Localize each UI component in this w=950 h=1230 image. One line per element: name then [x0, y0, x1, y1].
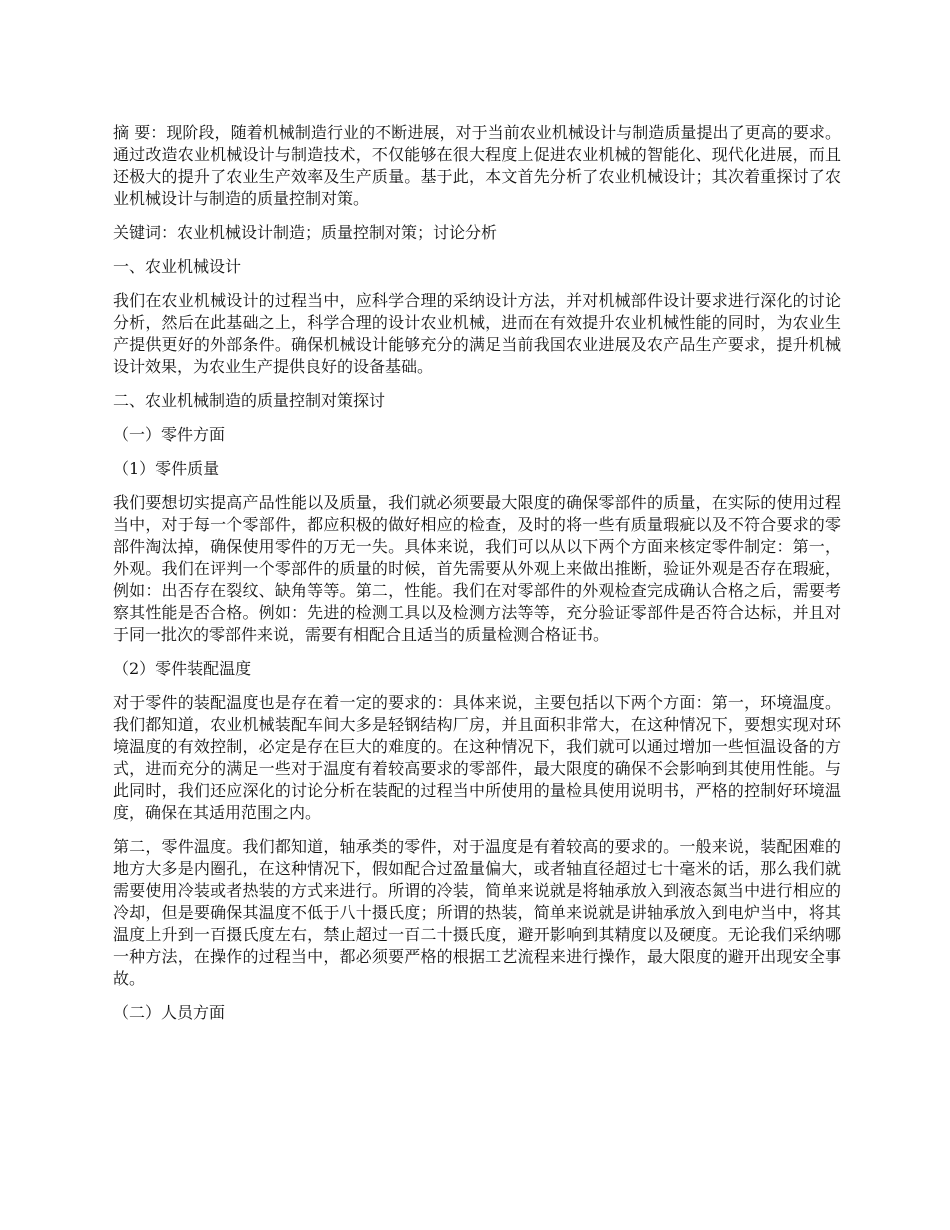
document-page [113, 122, 841, 1036]
keywords-line: 关键词：农业机械设计制造；质量控制对策；讨论分析 [113, 223, 498, 242]
section-heading-agri-machine-design: 一、农业机械设计 [113, 257, 242, 276]
body-paragraph: 对于零件的装配温度也是存在着一定的要求的：具体来说，主要包括以下两个方面：第一，环境温度。我们都知道，农业机械装配车间大多是轻钢结构厂房，并且面积非常大，在这种情况下，要想实现对环境温度的有效控制，必定是存在巨大的难度的。在这种情况下，我们就可以通过增加一些恒温设备的方式，进而充分的满足一些对于温度有着较高要求的零部件，最大限度的确保不会影响到其使用性能。与此同时，我们还应深化的讨论分析在装配的过程当中所使用的量检具使用说明书，严格的控制好环境温度，确保在其适用范围之内。 [113, 693, 841, 822]
subheading-part-quality: （1）零件质量 [113, 459, 220, 478]
abstract-paragraph: 摘 要：现阶段，随着机械制造行业的不断进展，对于当前农业机械设计与制造质量提出了更高的要求。通过改造农业机械设计与制造技术，不仅能够在很大程度上促进农业机械的智能化、现代化进展，而且还极大的提升了农业生产效率及生产质量。基于此，本文首先分析了农业机械设计；其次着重探讨了农业机械设计与制造的质量控制对策。 [113, 123, 841, 208]
body-paragraph: 第二，零件温度。我们都知道，轴承类的零件，对于温度是有着较高的要求的。一般来说，装配困难的地方大多是内圈孔，在这种情况下，假如配合过盈量偏大，或者轴直径超过七十毫米的话，那么我们就需要使用冷装或者热装的方式来进行。所谓的冷装，简单来说就是将轴承放入到液态氮当中进行相应的冷却，但是要确保其温度不低于八十摄氏度；所谓的热装，简单来说就是讲轴承放入到电炉当中，将其温度上升到一百摄氏度左右，禁止超过一百二十摄氏度，避开影响到其精度以及硬度。无论我们采纳哪一种方法，在操作的过程当中，都必须要严格的根据工艺流程来进行操作，最大限度的避开出现安全事故。 [113, 837, 841, 988]
subheading-parts: （一）零件方面 [113, 425, 226, 444]
body-paragraph: 我们要想切实提高产品性能以及质量，我们就必须要最大限度的确保零部件的质量，在实际的使用过程当中，对于每一个零部件，都应积极的做好相应的检查，及时的将一些有质量瑕疵以及不符合要求的零部件淘汰掉，确保使用零件的万无一失。具体来说，我们可以从以下两个方面来核定零件制定：第一，外观。我们在评判一个零部件的质量的时候，首先需要从外观上来做出推断，验证外观是否存在瑕疵，例如：出否存在裂纹、缺角等等。第二，性能。我们在对零部件的外观检查完成确认合格之后，需要考察其性能是否合格。例如：先进的检测工具以及检测方法等等，充分验证零部件是否符合达标，并且对于同一批次的零部件来说，需要有相配合且适当的质量检测合格证书。 [113, 493, 841, 644]
body-paragraph: 我们在农业机械设计的过程当中，应科学合理的采纳设计方法，并对机械部件设计要求进行深化的讨论分析，然后在此基础之上，科学合理的设计农业机械，进而在有效提升农业机械性能的同时，为农业生产提供更好的外部条件。确保机械设计能够充分的满足当前我国农业进展及农产品生产要求，提升机械设计效果，为农业生产提供良好的设备基础。 [113, 291, 841, 376]
section-heading-quality-control: 二、农业机械制造的质量控制对策探讨 [113, 391, 386, 410]
subheading-personnel: （二）人员方面 [113, 1003, 226, 1022]
subheading-assembly-temperature: （2）零件装配温度 [113, 659, 252, 678]
